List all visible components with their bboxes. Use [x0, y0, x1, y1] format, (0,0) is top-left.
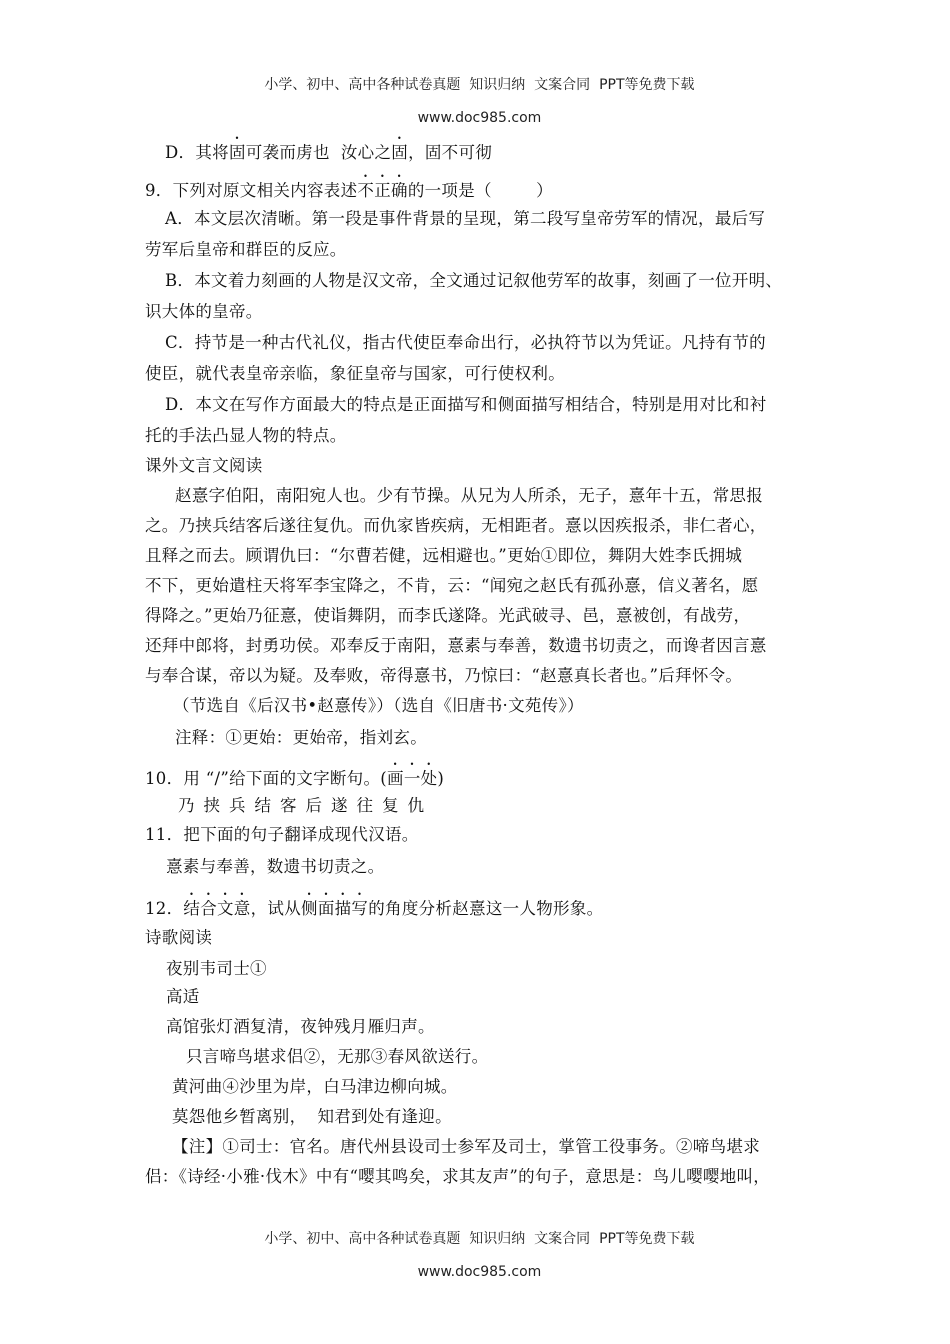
- text-line: [145, 425, 347, 447]
- text-segment: 侣：《诗经·小雅·伐木》中有“嘤其鸣矣，求其友声”的句子，意思是：鸟儿嘤嘤地叫，: [145, 1167, 771, 1186]
- text-line: [166, 1016, 435, 1038]
- text-line: [145, 172, 553, 202]
- emphasized-text: 画一处: [387, 769, 438, 788]
- text-line: [145, 760, 444, 790]
- text-segment: （节选自《后汉书•赵憙传》）（选自《旧唐书·文苑传》）: [173, 696, 584, 715]
- text-line: [145, 363, 565, 385]
- text-segment: 赵憙字伯阳，南阳宛人也。少有节操。从兄为人所杀，无子，憙年十五，常思报: [175, 486, 763, 505]
- page-header: [0, 58, 950, 126]
- text-line: [166, 986, 200, 1008]
- text-segment: 注释：①更始：更始帝，指刘玄。: [175, 728, 427, 747]
- text-segment: 夜别韦司士①: [166, 959, 267, 978]
- text-segment: C．持节是一种古代礼仪，指古代使臣奉命出行，必执符节以为凭证。凡持有节的: [165, 333, 766, 352]
- text-line: [165, 270, 782, 292]
- text-segment: ): [437, 769, 445, 788]
- text-segment: 诗歌阅读: [145, 928, 213, 947]
- text-line: [145, 575, 759, 597]
- text-segment: 使臣，就代表皇帝亲临，象征皇帝与国家，可行使权利。: [145, 364, 565, 383]
- emphasized-text: 结合文意: [183, 899, 251, 918]
- emphasized-text: 固: [228, 143, 246, 162]
- text-segment: 之。乃挟兵结客后遂往复仇。而仇家皆疾病，无相距者。憙以因疾报杀，非仁者心，: [145, 516, 767, 535]
- emphasized-text: 不正确: [357, 181, 408, 200]
- text-line: [172, 1106, 452, 1128]
- text-segment: 劳军后皇帝和群臣的反应。: [145, 240, 347, 259]
- text-segment: 高适: [166, 987, 200, 1006]
- text-line: [173, 695, 584, 717]
- text-line: [145, 1166, 770, 1188]
- text-line: [145, 545, 742, 567]
- text-line: [186, 1046, 488, 1068]
- text-segment: 不下，更始遣柱天将军李宝降之，不肯，云：“闻宛之赵氏有孤孙憙，信义著名，愿: [145, 576, 759, 595]
- emphasized-text: 固: [391, 143, 409, 162]
- text-line: [172, 1076, 458, 1098]
- text-line: [175, 727, 427, 749]
- text-segment: 【注】①司士：官名。唐代州县设司士参军及司士，掌管工役事务。②啼鸟堪求: [172, 1137, 760, 1156]
- text-line: [172, 1136, 760, 1158]
- text-segment: 10．用 “/”给下面的文字断句。(: [145, 769, 388, 788]
- text-segment: 只言啼鸟堪求侣②，无那③春风欲送行。: [186, 1047, 489, 1066]
- text-line: [166, 856, 384, 878]
- text-line: [165, 134, 492, 164]
- text-segment: 的一项是（ ）: [407, 181, 553, 200]
- text-line: [145, 890, 603, 920]
- header-text: 小学、初中、高中各种试卷真题 知识归纳 文案合同 PPT等免费下载: [264, 77, 695, 93]
- text-segment: 乃挟兵结客后遂往复仇: [178, 796, 433, 815]
- text-segment: 得降之。”更始乃征憙，使诣舞阴，而李氏遂降。光武破寻、邑，憙被创，有战劳，: [145, 606, 751, 625]
- text-line: [165, 332, 766, 354]
- text-segment: 莫怨他乡暂离别， 知君到处有逢迎。: [172, 1107, 452, 1126]
- text-segment: 且释之而去。顾谓仇曰：“尔曹若健，远相避也。”更始①即位，舞阴大姓李氏拥城: [145, 546, 743, 565]
- text-line: [145, 824, 419, 846]
- text-line: [145, 927, 212, 949]
- text-segment: 可袭而虏也 汝心之: [245, 143, 392, 162]
- text-segment: D．本文在写作方面最大的特点是正面描写和侧面描写相结合，特别是用对比和衬: [165, 395, 767, 414]
- text-segment: 高馆张灯酒复清，夜钟残月雁归声。: [166, 1017, 435, 1036]
- text-segment: 12．: [145, 899, 184, 918]
- text-segment: 课外文言文阅读: [145, 456, 263, 475]
- text-line: [145, 635, 767, 657]
- text-line: [166, 958, 267, 980]
- text-segment: 托的手法凸显人物的特点。: [145, 426, 347, 445]
- header-url[interactable]: www.doc985.com: [417, 110, 542, 126]
- text-segment: B．本文着力刻画的人物是汉文帝，全文通过记叙他劳军的故事，刻画了一位开明、: [165, 271, 783, 290]
- text-segment: A．本文层次清晰。第一段是事件背景的呈现，第二段写皇帝劳军的情况，最后写: [165, 209, 766, 228]
- text-line: [175, 485, 763, 507]
- text-line: [145, 605, 750, 627]
- footer-text: 小学、初中、高中各种试卷真题 知识归纳 文案合同 PPT等免费下载: [264, 1231, 695, 1247]
- text-segment: D．其将: [165, 143, 229, 162]
- text-line: [165, 208, 765, 230]
- text-line: [145, 515, 767, 537]
- text-segment: 的角度分析赵憙这一人物形象。: [368, 899, 604, 918]
- text-line: [145, 301, 263, 323]
- page-footer: [0, 1212, 950, 1280]
- emphasized-text: 侧面描写: [301, 899, 369, 918]
- text-line: [178, 795, 433, 817]
- text-segment: 11．把下面的句子翻译成现代汉语。: [145, 825, 419, 844]
- text-segment: ，试从: [250, 899, 302, 918]
- text-segment: 黄河曲④沙里为岸，白马津边柳向城。: [172, 1077, 458, 1096]
- text-segment: 还拜中郎将，封勇功侯。邓奉反于南阳，憙素与奉善，数遗书切责之，而谗者因言憙: [145, 636, 767, 655]
- text-segment: 憙素与奉善，数遗书切责之。: [166, 857, 385, 876]
- text-line: [165, 394, 767, 416]
- text-segment: 9．下列对原文相关内容表述: [145, 181, 358, 200]
- text-segment: 与奉合谋，帝以为疑。及奉败，帝得憙书，乃惊曰：“赵憙真长者也。”后拜怀令。: [145, 666, 743, 685]
- text-segment: 识大体的皇帝。: [145, 302, 263, 321]
- footer-url[interactable]: www.doc985.com: [417, 1264, 542, 1280]
- text-line: [145, 665, 742, 687]
- text-segment: ，固不可彻: [408, 143, 493, 162]
- text-line: [145, 455, 263, 477]
- text-line: [145, 239, 347, 261]
